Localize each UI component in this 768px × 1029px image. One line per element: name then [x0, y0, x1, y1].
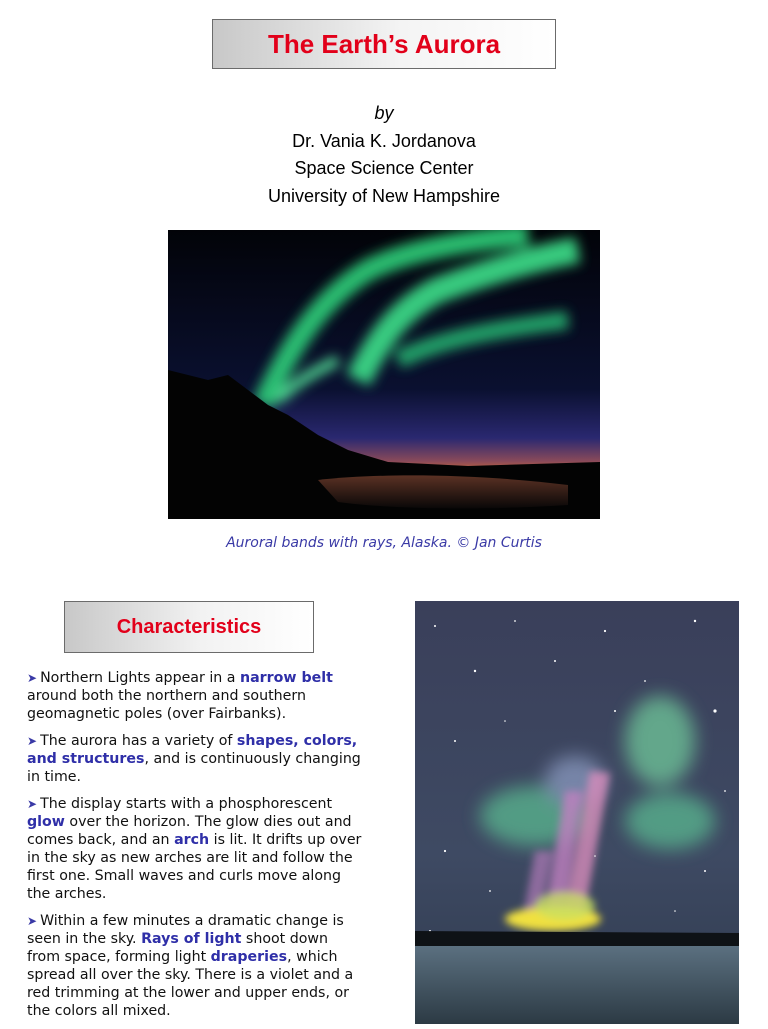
list-item [27, 732, 362, 786]
page-title: The Earth’s Aurora [267, 28, 501, 59]
author-name: Dr. Vania K. Jordanova [292, 130, 476, 151]
author-block [184, 100, 584, 210]
bullet-text: The aurora has a variety of [40, 733, 237, 749]
bullet-text: , which spread all over the sky. There is a violet and a red trimming at the lower and upper ends, or the colors all mixed. [27, 949, 354, 1019]
aurora-rays-photo [415, 601, 739, 1024]
bullet-highlight: glow [27, 814, 65, 830]
arrow-bullet-icon: ➤ [27, 734, 38, 748]
bullet-text: is lit. It drifts up over in the sky as new arches are lit and follow the first one. Small waves and curls move along the arches. [27, 832, 362, 902]
section-title: Characteristics [116, 615, 262, 638]
arrow-bullet-icon: ➤ [27, 914, 38, 928]
bullet-text: Northern Lights appear in a [40, 670, 240, 686]
bullet-text: shoot down from space, forming light [27, 931, 329, 965]
bullet-highlight: arch [174, 832, 210, 848]
photo-caption: Auroral bands with rays, Alaska. © Jan Curtis [226, 535, 542, 551]
bullet-highlight: Rays of light [141, 931, 242, 947]
title-box [212, 19, 556, 69]
bullet-highlight: narrow belt [239, 670, 333, 686]
bullet-text: Within a few minutes a dramatic change is seen in the sky. [27, 913, 344, 947]
by-label: by [374, 103, 394, 123]
bullet-list [27, 669, 362, 1029]
bullet-highlight: draperies [210, 949, 288, 965]
bullet-text: around both the northern and southern geomagnetic poles (over Fairbanks). [27, 688, 306, 722]
arrow-bullet-icon: ➤ [27, 797, 38, 811]
bullet-text: The display starts with a phosphorescent [40, 796, 333, 812]
list-item [27, 912, 362, 1020]
section-header-box [64, 601, 314, 653]
arrow-bullet-icon: ➤ [27, 671, 38, 685]
bullet-highlight: shapes, colors, and structures [27, 733, 358, 767]
aurora-bands-photo [168, 230, 600, 519]
bullet-text: , and is continuously changing in time. [27, 751, 361, 785]
author-university: University of New Hampshire [267, 185, 501, 206]
list-item [27, 669, 362, 723]
bullet-text: over the horizon. The glow dies out and comes back, and an [27, 814, 352, 848]
list-item [27, 795, 362, 903]
author-center: Space Science Center [294, 158, 474, 178]
